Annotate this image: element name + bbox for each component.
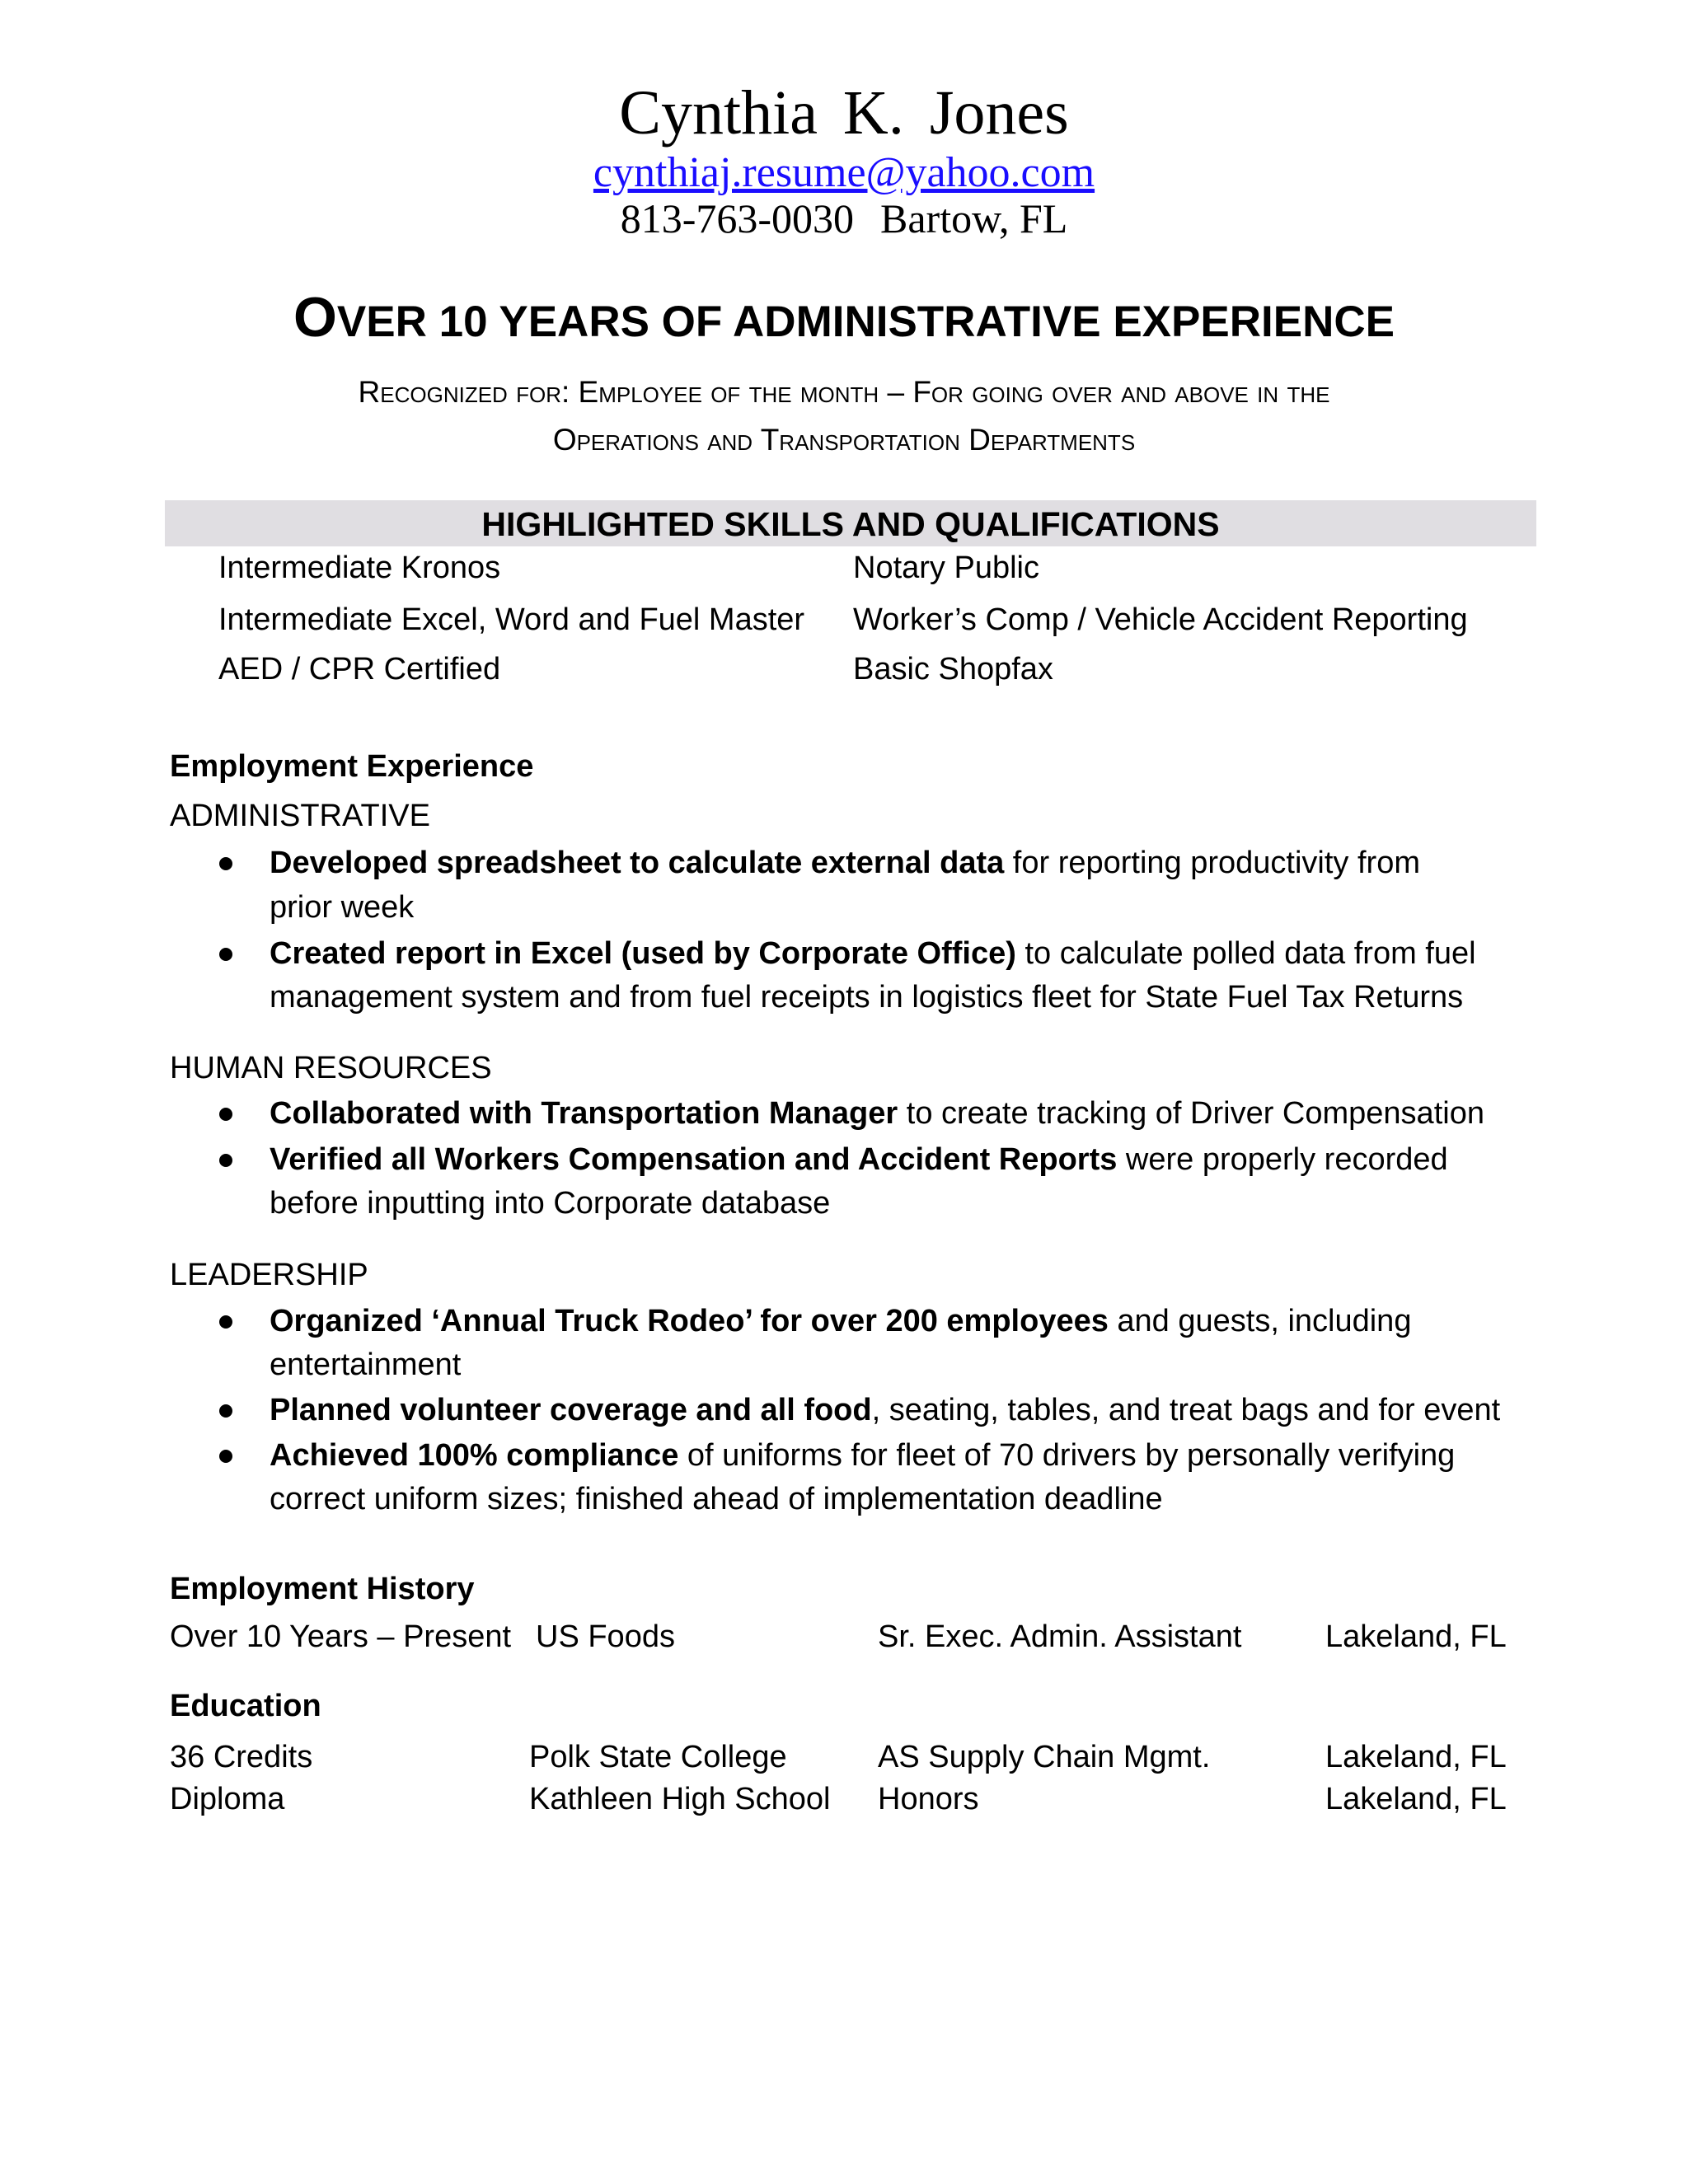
headline-initial: O	[293, 286, 337, 349]
history-title: Employment History	[170, 1572, 475, 1606]
bullet-bold: Developed spreadsheet to calculate external data	[270, 846, 1005, 880]
category-human-resources: HUMAN RESOURCES	[170, 1051, 492, 1085]
skill-item: Intermediate Kronos	[218, 551, 501, 585]
bullet-icon	[219, 1108, 232, 1121]
candidate-name: Cynthia K. Jones	[619, 78, 1069, 148]
history-position: Sr. Exec. Admin. Assistant	[878, 1619, 1242, 1654]
education-credential: 36 Credits	[170, 1740, 313, 1774]
bullet-continuation: prior week	[270, 890, 415, 925]
contact-line	[0, 194, 1688, 243]
bullet-bold: Organized ‘Annual Truck Rodeo’ for over 200 employees	[270, 1304, 1109, 1338]
location: Bartow, FL	[880, 195, 1068, 241]
education-title: Education	[170, 1689, 321, 1723]
history-location: Lakeland, FL	[1325, 1619, 1507, 1654]
skill-item: Basic Shopfax	[853, 652, 1053, 687]
bullet-text	[270, 1138, 1448, 1181]
bullet-bold: Verified all Workers Compensation and Accident Reports	[270, 1142, 1118, 1177]
education-location: Lakeland, FL	[1325, 1740, 1507, 1774]
bullet-bold: Planned volunteer coverage and all food	[270, 1393, 872, 1427]
bullet-rest: to create tracking of Driver Compensation	[898, 1096, 1484, 1131]
bullet-text	[270, 1434, 1455, 1477]
headline	[0, 286, 1688, 349]
history-period: Over 10 Years – Present	[170, 1619, 512, 1654]
bullet-bold: Created report in Excel (used by Corporate Office)	[270, 936, 1016, 971]
bullet-bold: Collaborated with Transportation Manager	[270, 1096, 898, 1131]
history-employer: US Foods	[536, 1619, 675, 1654]
bullet-icon	[219, 1450, 232, 1463]
bullet-icon	[219, 857, 232, 870]
bullet-continuation: entertainment	[270, 1347, 462, 1382]
experience-title: Employment Experience	[170, 749, 534, 784]
bullet-continuation: correct uniform sizes; finished ahead of implementation deadline	[270, 1482, 1163, 1516]
bullet-rest: of uniforms for fleet of 70 drivers by personally verifying	[678, 1438, 1456, 1473]
bullet-icon	[219, 1154, 232, 1167]
bullet-text	[270, 1300, 1411, 1343]
email-row	[0, 148, 1688, 198]
bullet-icon	[219, 948, 232, 961]
headline-text: VER 10 YEARS OF ADMINISTRATIVE EXPERIENCE	[336, 298, 1395, 346]
bullet-rest: and guests, including	[1108, 1304, 1412, 1338]
recognition-line-2: Operations and Transportation Departments	[552, 423, 1136, 457]
bullet-icon	[219, 1315, 232, 1329]
bullet-icon	[219, 1404, 232, 1418]
bullet-continuation: management system and from fuel receipts in logistics fleet for State Fuel Tax Returns	[270, 980, 1464, 1015]
bullet-rest: to calculate polled data from fuel	[1015, 936, 1476, 971]
skills-title: HIGHLIGHTED SKILLS AND QUALIFICATIONS	[481, 505, 1220, 543]
education-credential: Diploma	[170, 1782, 285, 1816]
education-school: Polk State College	[529, 1740, 787, 1774]
skill-item: Intermediate Excel, Word and Fuel Master	[218, 602, 805, 637]
education-detail: AS Supply Chain Mgmt.	[878, 1740, 1211, 1774]
bullet-text	[270, 1092, 1484, 1135]
education-location: Lakeland, FL	[1325, 1782, 1507, 1816]
category-leadership: LEADERSHIP	[170, 1258, 368, 1292]
recognition-line-1: Recognized for: Employee of the month – For going over and above in the	[358, 375, 1330, 409]
bullet-text	[270, 1389, 1500, 1432]
email-link[interactable]: cynthiaj.resume@yahoo.com	[593, 149, 1095, 196]
bullet-text	[270, 841, 1420, 884]
bullet-rest: were properly recorded	[1117, 1142, 1448, 1177]
bullet-continuation: before inputting into Corporate database	[270, 1186, 831, 1221]
skill-item: Notary Public	[853, 551, 1039, 585]
bullet-rest: , seating, tables, and treat bags and for event	[871, 1393, 1501, 1427]
bullet-rest: for reporting productivity from	[1004, 846, 1420, 880]
education-school: Kathleen High School	[529, 1782, 831, 1816]
education-detail: Honors	[878, 1782, 979, 1816]
phone-number: 813-763-0030	[620, 195, 854, 241]
bullet-bold: Achieved 100% compliance	[270, 1438, 679, 1473]
category-administrative: ADMINISTRATIVE	[170, 799, 430, 833]
bullet-text	[270, 932, 1476, 975]
skill-item: AED / CPR Certified	[218, 652, 501, 687]
skill-item: Worker’s Comp / Vehicle Accident Reporting	[853, 602, 1468, 637]
